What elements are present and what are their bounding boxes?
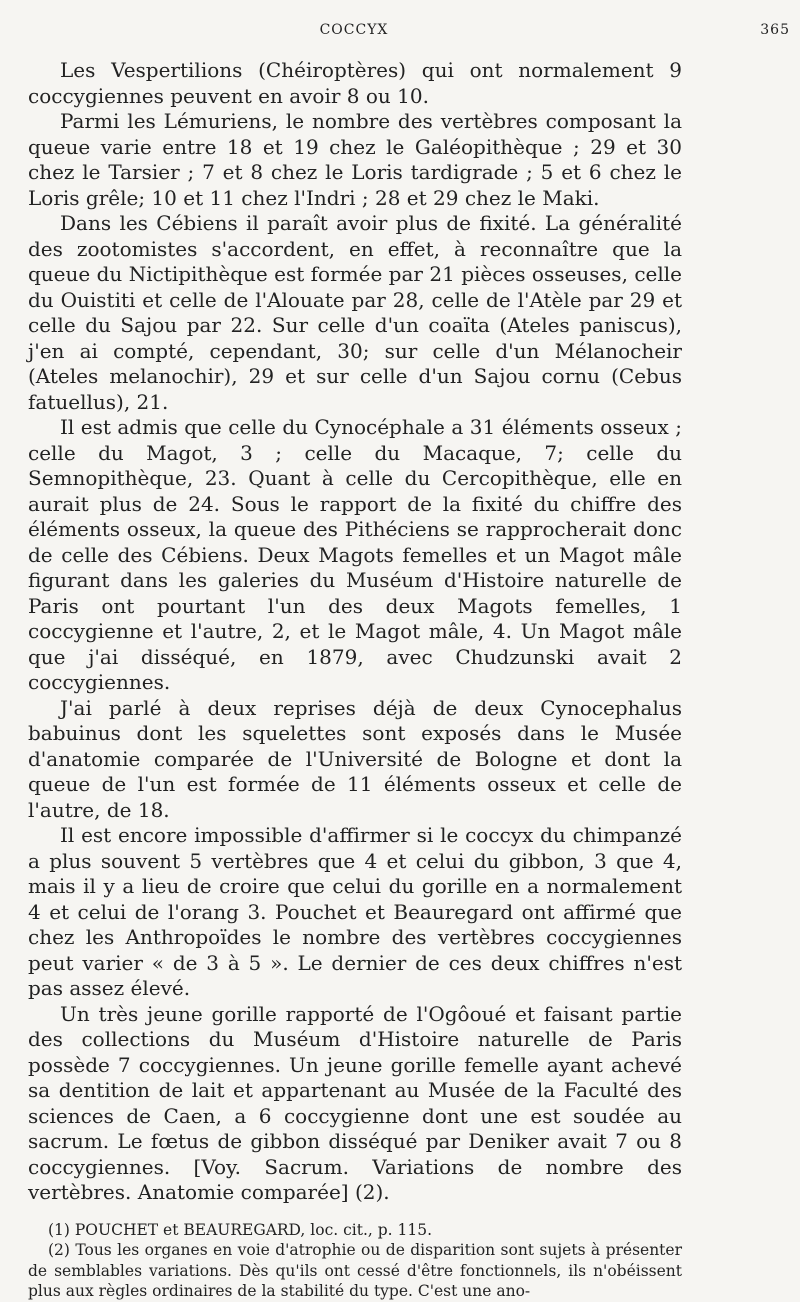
paragraph-bologne: J'ai parlé à deux reprises déjà de deux Cynocephalus babuinus dont les squelettes sont exposés dans le Musée d'anatomie comparée de l'Université de Bologne et dont la queue de l'un est formée de 11 éléments osseux et celle de l'autre, de 18. <box>28 695 682 822</box>
body-text <box>28 58 682 1206</box>
paragraph-chimpanze: Il est encore impossible d'affirmer si le coccyx du chimpanzé a plus souvent 5 vertèbres que 4 et celui du gibbon, 3 que 4, mais il y a lieu de croire que celui du gorille en a normalement 4 et celui de l'orang 3. Pouchet et Beauregard ont affirmé que chez les Anthropoïdes le nombre des vertèbres coccygiennes peut varier « de 3 à 5 ». Le dernier de ces deux chiffres n'est pas assez élevé. <box>28 823 682 1000</box>
paragraph-cebiens: Dans les Cébiens il paraît avoir plus de fixité. La généralité des zootomistes s'accordent, en effet, à reconnaître que la queue du Nictipithèque est formée par 21 pièces osseuses, celle du Ouistiti et celle de l'Alouate par 28, celle de l'Atèle par 29 et celle du Sajou par 22. Sur celle d'un coaïta (Ateles paniscus), j'en ai compté, cependant, 30; sur celle d'un Mélanocheir (Ateles melanochir), 29 et sur celle d'un Sajou cornu (Cebus fatuellus), 21. <box>28 211 682 414</box>
page-number: 365 <box>760 22 790 38</box>
footnote-2: (2) Tous les organes en voie d'atrophie ou de disparition sont sujets à présenter de semblables variations. Dès qu'ils ont cessé d'être fonctionnels, ils n'obéissent plus aux règles ordinaires de la stabilité du type. C'est une ano- <box>28 1241 682 1300</box>
paragraph-cynocephale: Il est admis que celle du Cynocéphale a 31 éléments osseux ; celle du Magot, 3 ; celle du Macaque, 7; celle du Semnopithèque, 23. Quant à celle du Cercopithèque, elle en aurait plus de 24. Sous le rapport de la fixité du chiffre des éléments osseux, la queue des Pithéciens se rapprocherait donc de celle des Cébiens. Deux Magots femelles et un Magot mâle figurant dans les galeries du Muséum d'Histoire naturelle de Paris ont pourtant l'un des deux Magots femelles, 1 coccygienne et l'autre, 2, et le Magot mâle, 4. Un Magot mâle que j'ai disséqué, en 1879, avec Chudzunski avait 2 coccygiennes. <box>28 415 682 694</box>
running-header <box>28 22 790 44</box>
footnote-1: (1) POUCHET et BEAUREGARD, loc. cit., p. 115. <box>48 1220 433 1239</box>
paragraph-vespertilions: Les Vespertilions (Chéiroptères) qui ont normalement 9 coccygiennes peuvent en avoir 8 ou 10. <box>28 58 682 108</box>
paragraph-gorille: Un très jeune gorille rapporté de l'Ogôoué et faisant partie des collections du Muséum d'Histoire naturelle de Paris possède 7 coccygiennes. Un jeune gorille femelle ayant achevé sa dentition de lait et appartenant au Musée de la Faculté des sciences de Caen, a 6 coccygienne dont une est soudée au sacrum. Le fœtus de gibbon disséqué par Deniker avait 7 ou 8 coccygiennes. [Voy. Sacrum. Variations de nombre des vertèbres. Anatomie comparée] (2). <box>28 1001 682 1204</box>
paragraph-lemuriens: Parmi les Lémuriens, le nombre des vertèbres composant la queue varie entre 18 et 19 chez le Galéopithèque ; 29 et 30 chez le Tarsier ; 7 et 8 chez le Loris tardigrade ; 5 et 6 chez le Loris grêle; 10 et 11 chez l'Indri ; 28 et 29 chez le Maki. <box>28 109 682 210</box>
running-title: COCCYX <box>319 22 389 38</box>
footnotes <box>28 1220 682 1302</box>
